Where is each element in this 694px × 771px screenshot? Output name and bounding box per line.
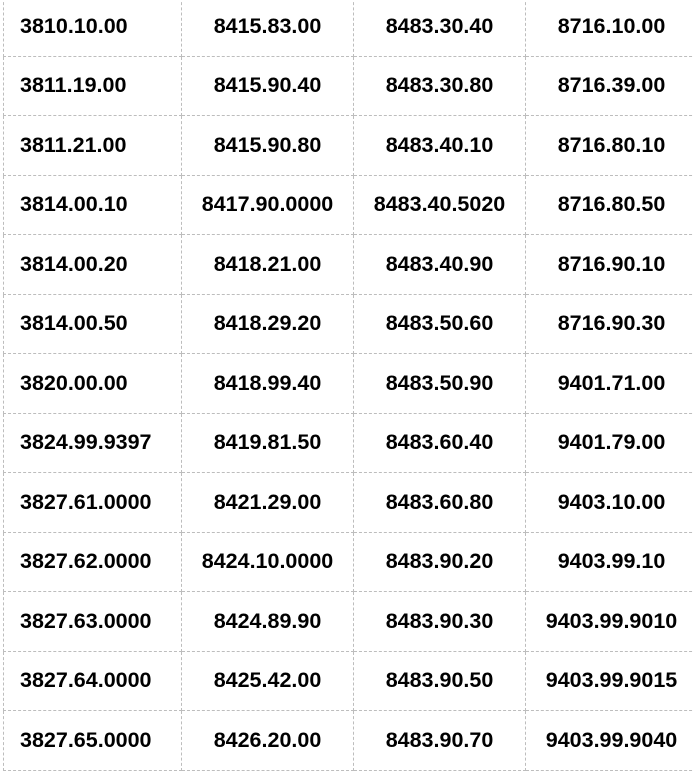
table-cell: 8418.99.40 — [182, 354, 354, 414]
table-cell: 8483.30.80 — [354, 56, 526, 116]
table-cell: 9403.99.9015 — [526, 651, 694, 711]
table-cell: 8417.90.0000 — [182, 175, 354, 235]
table-cell: 8483.90.70 — [354, 711, 526, 771]
table-cell: 8716.39.00 — [526, 56, 694, 116]
table-cell: 8483.90.30 — [354, 592, 526, 652]
table-row — [4, 473, 694, 533]
table-cell: 8483.90.20 — [354, 532, 526, 592]
table-cell: 8483.50.60 — [354, 294, 526, 354]
table-cell: 8424.10.0000 — [182, 532, 354, 592]
table-cell: 3814.00.50 — [4, 294, 182, 354]
table-cell: 8415.90.40 — [182, 56, 354, 116]
table-cell: 3811.21.00 — [4, 116, 182, 176]
table-cell: 8716.10.00 — [526, 0, 694, 56]
table-cell: 8483.30.40 — [354, 0, 526, 56]
table-cell: 8483.60.40 — [354, 413, 526, 473]
tariff-code-table-body — [4, 0, 694, 770]
table-cell: 3827.64.0000 — [4, 651, 182, 711]
table-cell: 8424.89.90 — [182, 592, 354, 652]
table-cell: 8483.40.5020 — [354, 175, 526, 235]
table-row — [4, 592, 694, 652]
table-row — [4, 413, 694, 473]
table-cell: 8716.80.50 — [526, 175, 694, 235]
table-cell: 3810.10.00 — [4, 0, 182, 56]
table-cell: 8716.80.10 — [526, 116, 694, 176]
table-cell: 8421.29.00 — [182, 473, 354, 533]
table-cell: 8483.90.50 — [354, 651, 526, 711]
table-cell: 8415.83.00 — [182, 0, 354, 56]
table-row — [4, 0, 694, 56]
table-cell: 3824.99.9397 — [4, 413, 182, 473]
table-row — [4, 532, 694, 592]
table-cell: 3827.61.0000 — [4, 473, 182, 533]
table-row — [4, 651, 694, 711]
table-cell: 8483.40.90 — [354, 235, 526, 295]
table-cell: 8483.50.90 — [354, 354, 526, 414]
table-row — [4, 294, 694, 354]
table-cell: 8716.90.10 — [526, 235, 694, 295]
table-cell: 8418.21.00 — [182, 235, 354, 295]
table-cell: 8418.29.20 — [182, 294, 354, 354]
table-row — [4, 175, 694, 235]
table-cell: 3814.00.20 — [4, 235, 182, 295]
table-cell: 3827.65.0000 — [4, 711, 182, 771]
table-cell: 8483.60.80 — [354, 473, 526, 533]
table-cell: 3827.63.0000 — [4, 592, 182, 652]
table-cell: 3820.00.00 — [4, 354, 182, 414]
tariff-code-table — [3, 0, 694, 771]
table-cell: 8419.81.50 — [182, 413, 354, 473]
table-cell: 3814.00.10 — [4, 175, 182, 235]
table-cell: 8426.20.00 — [182, 711, 354, 771]
table-cell: 3811.19.00 — [4, 56, 182, 116]
table-cell: 9401.71.00 — [526, 354, 694, 414]
table-cell: 9403.99.9010 — [526, 592, 694, 652]
table-row — [4, 116, 694, 176]
table-cell: 9403.10.00 — [526, 473, 694, 533]
table-cell: 9403.99.10 — [526, 532, 694, 592]
table-row — [4, 354, 694, 414]
table-cell: 9401.79.00 — [526, 413, 694, 473]
table-cell: 9403.99.9040 — [526, 711, 694, 771]
table-row — [4, 56, 694, 116]
table-row — [4, 235, 694, 295]
table-cell: 8415.90.80 — [182, 116, 354, 176]
table-cell: 8425.42.00 — [182, 651, 354, 711]
table-cell: 3827.62.0000 — [4, 532, 182, 592]
table-cell: 8483.40.10 — [354, 116, 526, 176]
table-row — [4, 711, 694, 771]
table-cell: 8716.90.30 — [526, 294, 694, 354]
